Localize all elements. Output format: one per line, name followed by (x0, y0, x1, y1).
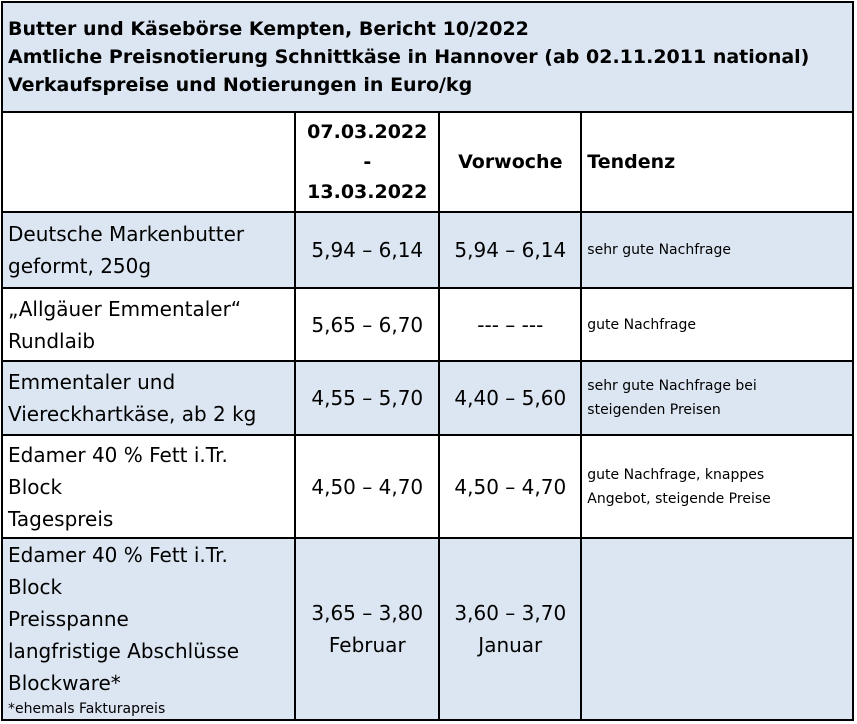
product-line: Block (8, 474, 63, 499)
product-name (2, 361, 295, 435)
previous-price-range: 3,60 – 3,70 (454, 601, 567, 625)
current-week-end: 13.03.2022 (307, 181, 428, 203)
product-line: Edamer 40 % Fett i.Tr. (8, 442, 228, 467)
trend-text (581, 435, 853, 538)
trend-line: sehr gute Nachfrage bei (587, 378, 757, 394)
current-price: 5,65 – 6,70 (295, 288, 439, 361)
trend-text (581, 538, 853, 720)
product-line: Rundlaib (8, 328, 96, 353)
product-line: Viereckhartkäse, ab 2 kg (8, 402, 257, 426)
trend-line: steigenden Preisen (587, 402, 721, 418)
current-price-month: Februar (328, 633, 406, 657)
trend-line: gute Nachfrage (587, 316, 696, 333)
table-row (2, 538, 853, 720)
trend-line: gute Nachfrage, knappes (587, 466, 765, 483)
report-header-row (2, 2, 853, 112)
product-column-header (2, 112, 295, 212)
report-units: Verkaufspreise und Notierungen in Euro/kg (8, 74, 473, 96)
previous-price: 4,40 – 5,60 (439, 361, 581, 435)
trend-line: sehr gute Nachfrage (587, 242, 731, 258)
current-price (295, 538, 439, 720)
current-price: 4,50 – 4,70 (295, 435, 439, 538)
trend-text (581, 361, 853, 435)
previous-week-column-header: Vorwoche (439, 112, 581, 212)
previous-price: 5,94 – 6,14 (439, 212, 581, 288)
current-price: 4,55 – 5,70 (295, 361, 439, 435)
trend-line: Angebot, steigende Preise (587, 490, 771, 507)
previous-price (439, 538, 581, 720)
report-title: Butter und Käsebörse Kempten, Bericht 10/2022 (8, 18, 529, 40)
product-line: Block (8, 575, 63, 599)
current-week-separator: - (363, 151, 372, 173)
product-line: langfristige Abschlüsse (8, 639, 240, 663)
product-line: Blockware* (8, 671, 121, 695)
product-name (2, 288, 295, 361)
previous-price: --- – --- (439, 288, 581, 361)
price-table (1, 1, 854, 721)
report-subtitle: Amtliche Preisnotierung Schnittkäse in Hannover (ab 02.11.2011 national) (8, 46, 810, 68)
product-footnote: *ehemals Fakturapreis (8, 701, 166, 717)
product-line: Deutsche Markenbutter (8, 222, 245, 246)
product-name (2, 212, 295, 288)
trend-text (581, 212, 853, 288)
product-line: Emmentaler und (8, 370, 176, 394)
product-line: Tagespreis (8, 506, 114, 531)
product-line: „Allgäuer Emmentaler“ (8, 296, 242, 321)
previous-price: 4,50 – 4,70 (439, 435, 581, 538)
current-week-start: 07.03.2022 (307, 121, 428, 143)
product-line: Preisspanne (8, 607, 129, 631)
price-report (1, 1, 854, 721)
product-line: Edamer 40 % Fett i.Tr. (8, 543, 228, 567)
trend-text (581, 288, 853, 361)
product-name (2, 435, 295, 538)
previous-price-month: Januar (478, 633, 543, 657)
current-price: 5,94 – 6,14 (295, 212, 439, 288)
report-header (2, 2, 853, 112)
product-line: geformt, 250g (8, 254, 152, 278)
product-name (2, 538, 295, 720)
table-row (2, 435, 853, 538)
table-row (2, 288, 853, 361)
table-row (2, 212, 853, 288)
column-header-row (2, 112, 853, 212)
table-row (2, 361, 853, 435)
trend-column-header: Tendenz (581, 112, 853, 212)
current-price-range: 3,65 – 3,80 (311, 601, 424, 625)
current-week-column-header (295, 112, 439, 212)
